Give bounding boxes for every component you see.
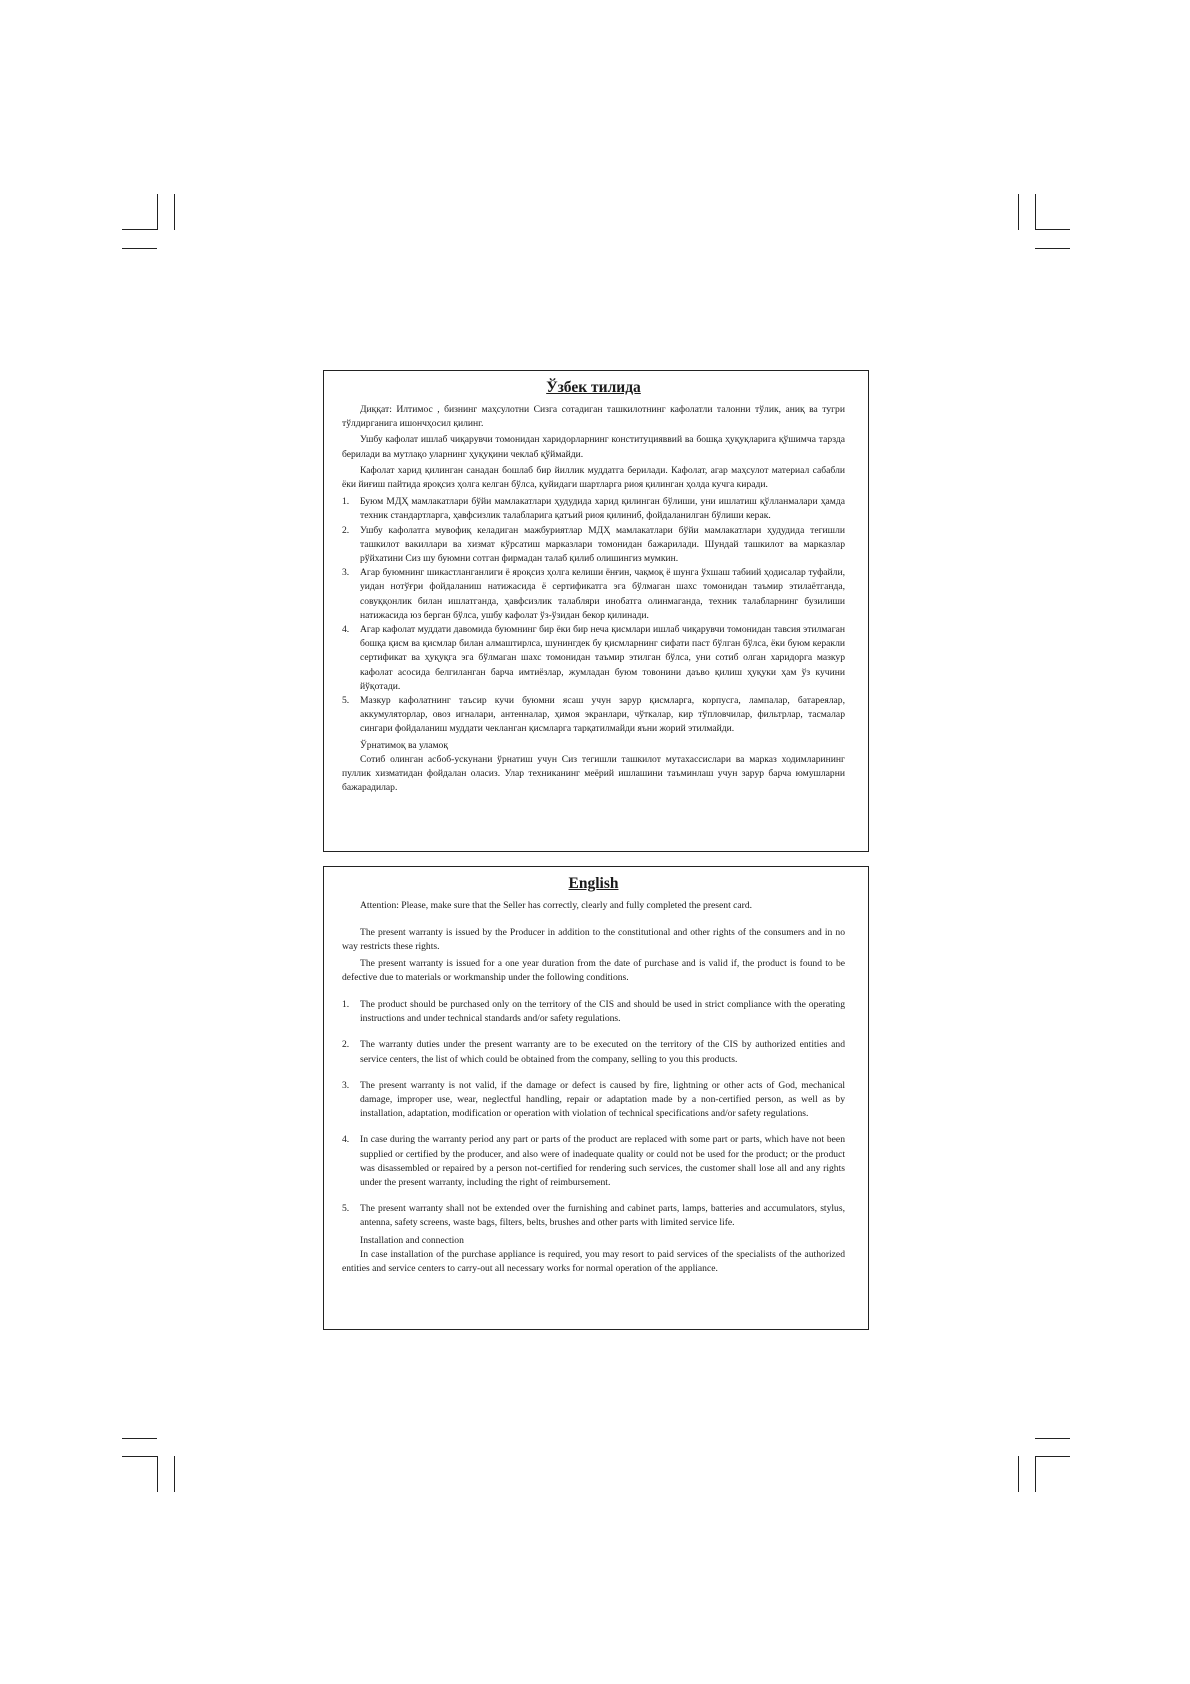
english-condition-item: In case during the warranty period any part or parts of the product are replaced with some part or parts, which have not been supplied or certified by the producer, and also were of inadequate quality or could not be used for the product; or the product was disassembled or repaired by a person not-certified for rendering such services, the customer shall lose all and any rights under the present warranty, including the right of reimbursement. (360, 1134, 845, 1189)
english-condition-item: The warranty duties under the present warranty are to be executed on the territory of the CIS by authorized entities and service centers, the list of which could be obtained from the company, selling to you this products. (360, 1039, 845, 1065)
uzbek-installation-heading: Ўрнатимоқ ва уламоқ (360, 739, 448, 751)
crop-mark-bottom-left-h (122, 1456, 157, 1457)
uzbek-section-title: Ўзбек тилида (546, 379, 641, 396)
crop-mark-top-right-v2 (1035, 194, 1036, 230)
crop-mark-top-left-h (122, 229, 157, 230)
uzbek-conditions-list (342, 495, 845, 736)
english-intro: Attention: Please, make sure that the Seller has correctly, clearly and fully completed the present card. (360, 900, 753, 911)
uzbek-intro: Диққат: Илтимос , бизнинг маҳсулотни Сизга сотадиган ташкилотнинг кафолатли талонни тўлик, аниқ ва тугри тўлдирганига ишончҳосил қилинг. (342, 404, 845, 430)
uzbek-warranty-section (323, 370, 869, 852)
crop-mark-top-left-h2 (122, 248, 157, 249)
english-installation-text: In case installation of the purchase appliance is required, you may resort to paid services of the specialists of the authorized entities and service centers to carry-out all necessary works for normal operation of the appliance. (342, 1248, 845, 1275)
english-paragraph-1: The present warranty is issued by the Producer in addition to the constitutional and other rights of the consumers and in no way restricts these rights. (342, 927, 845, 953)
english-section-title: English (568, 875, 619, 892)
crop-mark-bottom-left-h2 (122, 1438, 157, 1439)
english-condition-item: The present warranty shall not be extended over the furnishing and cabinet parts, lamps, batteries and accumulators, stylus, antenna, safety screens, waste bags, filters, belts, brushes and other parts with limited service life. (360, 1203, 845, 1229)
english-condition-item: The product should be purchased only on the territory of the CIS and should be used in strict compliance with the operating instructions and under technical standards and/or safety regulations. (360, 999, 845, 1025)
crop-mark-bottom-right-h (1035, 1456, 1070, 1457)
uzbek-condition-item: Буюм МДҲ мамлакатлари бўйи мамлакатлари ҳудудида харид қилинган бўлиши, уни ишлатиш қўлланмалари ҳамда техник стандартларга, ҳавфсизлик талабларига қатъий риоя қилиниб, фойдаланилган бўлиши керак. (360, 496, 845, 522)
uzbek-condition-item: Мазкур кафолатнинг таъсир кучи буюмни ясаш учун зарур қисмларга, корпусга, лампалар, батареялар, аккумуляторлар, овоз игналари, антенналар, ҳимоя экранлари, чўткалар, кир тўпловчилар, фильтрлар, тасмалар сингари фойдаланиш муддати чекланган қисмларга тарқатилмайди яъни жорий этилмайди. (360, 695, 845, 735)
crop-mark-bottom-right-h2 (1035, 1438, 1070, 1439)
english-warranty-section (323, 866, 869, 1330)
uzbek-condition-item: Ушбу кафолатга мувофиқ келадиган мажбуриятлар МДҲ мамлакатлари бўйи мамлакатлари ҳудудида тегишли ташкилот вакиллари ва хизмат кўрсатиш марказлари томонидан бажарилади. Шундай ташкилот ва марказлар рўйхатини Сиз шу буюмни сотган фирмадан талаб қилиб олишингиз мумкин. (360, 524, 845, 565)
crop-mark-top-right-h (1035, 229, 1070, 230)
crop-mark-bottom-left-v1 (157, 1456, 158, 1492)
crop-mark-top-right-v1 (1018, 194, 1019, 230)
uzbek-condition-item: Агар кафолат муддати давомида буюмнинг бир ёки бир неча қисмлари ишлаб чиқарувчи томонидан тавсия этилмаган бошқа қисм ва қисмлар билан алмаштирлса, шунингдек бу қисмларнинг сифати паст бўлган бўлса, ёки буюм керакли сертификат ва ҳуқуқга эга бўлмаган шахс томонидан таъмир этилган бўлса, уни сотиб олган харидорга мазкур кафолат асосида белгиланган барча имтиёзлар, жумладан буюм товонини даъво қилиш ҳуқуки ҳам ўз кучини йўқотади. (360, 624, 845, 692)
crop-mark-bottom-left-v2 (174, 1456, 175, 1492)
crop-mark-bottom-right-v2 (1035, 1456, 1036, 1492)
english-installation-heading: Installation and connection (360, 1234, 464, 1246)
crop-mark-top-left-v2 (174, 194, 175, 230)
crop-mark-top-right-h2 (1035, 248, 1070, 249)
english-conditions-list (342, 998, 845, 1231)
english-condition-item: The present warranty is not valid, if the damage or defect is caused by fire, lightning or other acts of God, mechanical damage, improper use, wear, neglectful handling, repair or adaptation made by a non-certified person, as well as by installation, adaptation, modification or operation with violation of technical specifications and/or safety regulations. (360, 1079, 845, 1120)
english-paragraph-2: The present warranty is issued for a one year duration from the date of purchase and is valid if, the product is found to be defective due to materials or workmanship under the following conditions. (342, 957, 845, 983)
uzbek-paragraph-1: Ушбу кафолат ишлаб чиқарувчи томонидан харидорларнинг конституцияввий ва бошқа ҳуқуқларига қўшимча тарзда берилади ва мутлақо уларнинг ҳуқуқини чеклаб қўймайди. (342, 434, 845, 460)
uzbek-condition-item: Агар буюмнинг шикастланганлиги ё яроқсиз ҳолга келиши ёнғин, чақмоқ ё шунга ўхшаш табиий ҳодисалар туфайли, уидан нотўғри фойдаланиш натижасида ё сертификатга эга бўлмаган шахс томонидан таъмир этилаётганда, совуққонлик билан ишлатганда, ҳавфсизлик талабляри инобатга олинмаганда, техник талабларнинг бузилиши натижасида юз берган бўлса, ушбу кафолат ўз-ўзидан бекор қилинади. (360, 567, 845, 621)
uzbek-installation-text: Сотиб олинган асбоб-ускунани ўрнатиш учун Сиз тегишли ташкилот мутахассислари ва марказ ходимларининг пуллик хизматидан фойдалан оласиз. Улар техниканинг меёрий ишлашини таъминлаш учун зарур барча юмушларни бажарадилар. (342, 753, 845, 794)
crop-mark-top-left-v1 (157, 194, 158, 230)
uzbek-paragraph-2: Кафолат харид қилинган санадан бошлаб бир йиллик муддатга берилади. Кафолат, агар маҳсулот материал сабабли ёки йиғиш пайтида яроқсиз ҳолга келган бўлса, қуйидаги шартларга риоя қилинган ҳолда кучга киради. (342, 464, 845, 491)
crop-mark-bottom-right-v1 (1018, 1456, 1019, 1492)
